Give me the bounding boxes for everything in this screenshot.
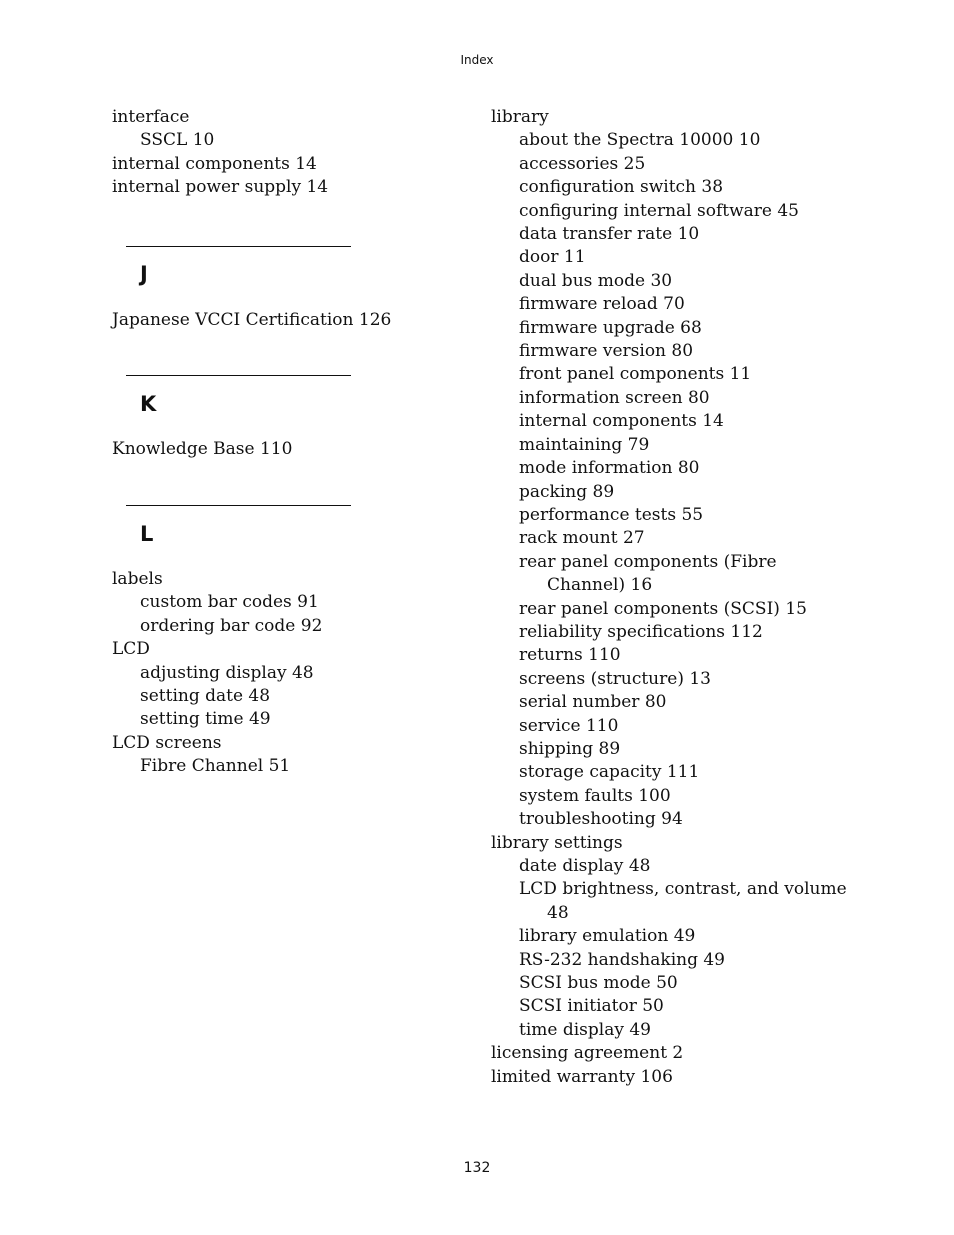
index-entry: licensing agreement 2 (491, 1043, 684, 1064)
index-entry: Japanese VCCI Certification 126 (112, 310, 392, 330)
index-subentry: SSCL 10 (140, 130, 215, 151)
index-subentry: accessories 25 (519, 153, 646, 174)
index-entry: library (491, 107, 549, 127)
index-subentry: system faults 100 (519, 785, 671, 806)
index-subentry: maintaining 79 (519, 434, 650, 455)
index-entry: internal power supply 14 (112, 177, 329, 198)
section-j-entries (112, 309, 412, 332)
index-subentry: screens (structure) 13 (519, 668, 711, 689)
index-subentry: configuring internal software 45 (519, 200, 799, 221)
section-divider-l (126, 505, 351, 506)
page-number: 132 (463, 1160, 491, 1176)
running-header: Index (460, 53, 494, 67)
section-l-entries (112, 568, 412, 779)
index-subentry: storage capacity 111 (519, 762, 700, 783)
section-letter-j: J (140, 262, 148, 286)
index-entry: interface (112, 107, 190, 127)
index-subentry: custom bar codes 91 (140, 592, 319, 613)
index-entry: limited warranty 106 (491, 1066, 673, 1087)
index-subentry: rear panel components (SCSI) 15 (519, 598, 807, 619)
index-subentry: internal components 14 (519, 411, 724, 432)
index-entry: library settings (491, 832, 623, 853)
index-subentry: about the Spectra 10000 10 (519, 130, 761, 151)
index-subentry: reliability specifications 112 (519, 621, 763, 642)
section-letter-k: K (140, 392, 157, 416)
index-subentry: packing 89 (519, 481, 615, 502)
index-subentry: SCSI initiator 50 (519, 996, 664, 1017)
index-subentry: rear panel components (Fibre Channel) 16 (519, 551, 777, 596)
index-subentry: configuration switch 38 (519, 177, 724, 198)
index-subentry: firmware version 80 (519, 341, 694, 362)
index-subentry: setting time 49 (140, 709, 271, 730)
index-entry: labels (112, 569, 163, 589)
index-entry: Knowledge Base 110 (112, 439, 293, 459)
index-entry: LCD (112, 639, 150, 660)
section-divider-j (126, 246, 351, 247)
index-subentry: setting date 48 (140, 686, 271, 707)
index-subentry: SCSI bus mode 50 (519, 973, 678, 994)
index-subentry: dual bus mode 30 (519, 270, 673, 291)
index-subentry: data transfer rate 10 (519, 224, 700, 245)
index-entry: internal components 14 (112, 153, 317, 174)
index-subentry: RS-232 handshaking 49 (519, 949, 725, 970)
index-subentry: serial number 80 (519, 692, 667, 713)
index-subentry: ordering bar code 92 (140, 615, 323, 636)
index-subentry: rack mount 27 (519, 528, 645, 549)
index-subentry: returns 110 (519, 645, 621, 666)
index-subentry: service 110 (519, 715, 619, 736)
index-subentry: mode information 80 (519, 458, 700, 479)
index-subentry: LCD brightness, contrast, and volume 48 (519, 879, 847, 923)
index-column-left (112, 106, 412, 200)
index-subentry: performance tests 55 (519, 504, 704, 525)
index-subentry: troubleshooting 94 (519, 809, 683, 830)
index-subentry: information screen 80 (519, 387, 710, 408)
index-subentry: firmware upgrade 68 (519, 317, 702, 338)
index-subentry: front panel components 11 (519, 364, 752, 385)
index-subentry: firmware reload 70 (519, 294, 685, 315)
index-subentry: library emulation 49 (519, 926, 696, 947)
index-subentry: Fibre Channel 51 (140, 756, 291, 777)
index-column-right (491, 106, 871, 1089)
section-divider-k (126, 375, 351, 376)
index-subentry: shipping 89 (519, 738, 621, 759)
index-subentry: date display 48 (519, 856, 651, 876)
index-subentry: door 11 (519, 247, 586, 268)
index-subentry: adjusting display 48 (140, 662, 314, 683)
section-letter-l: L (140, 522, 154, 546)
index-subentry: time display 49 (519, 1019, 651, 1040)
index-entry: LCD screens (112, 732, 222, 753)
section-k-entries (112, 438, 412, 461)
